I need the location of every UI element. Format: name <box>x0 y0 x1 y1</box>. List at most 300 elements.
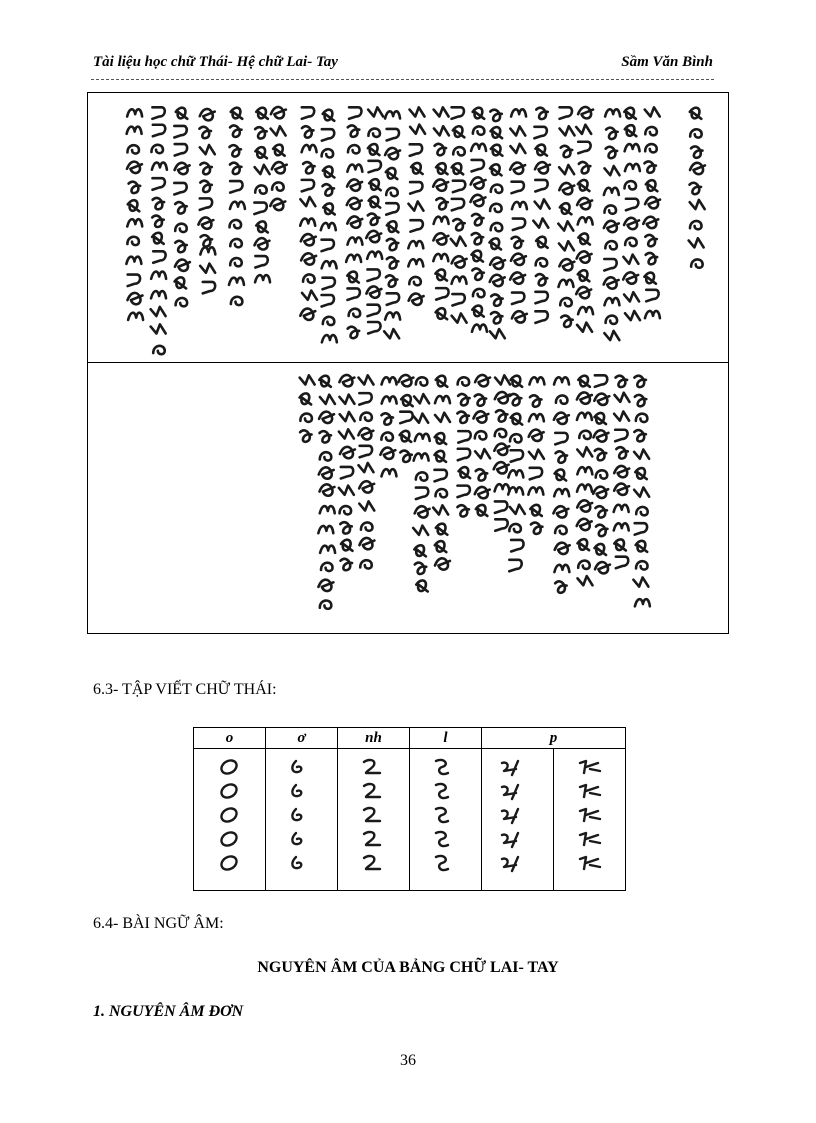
script-glyph <box>577 413 592 420</box>
script-glyph <box>201 235 213 246</box>
script-glyph <box>452 163 464 174</box>
script-glyph <box>558 280 573 287</box>
script-glyph <box>476 469 488 480</box>
script-glyph <box>646 180 658 191</box>
script-glyph <box>531 523 543 534</box>
script-glyph <box>127 145 139 153</box>
script-glyph <box>413 414 428 423</box>
script-glyph <box>359 375 374 384</box>
script-glyph <box>452 294 464 306</box>
script-glyph <box>347 216 362 227</box>
glyph-ohorn-sample <box>292 857 301 868</box>
script-glyph <box>458 449 470 461</box>
script-glyph <box>367 269 379 281</box>
script-glyph <box>381 413 393 424</box>
glyph-p1-sample <box>502 761 518 775</box>
script-glyph <box>369 161 381 173</box>
script-glyph <box>400 431 412 442</box>
script-glyph <box>384 329 399 338</box>
script-glyph <box>302 291 317 300</box>
script-glyph <box>625 311 640 320</box>
script-glyph <box>577 519 592 530</box>
script-glyph <box>302 145 317 152</box>
script-glyph <box>434 107 449 116</box>
script-glyph <box>358 428 373 439</box>
script-glyph <box>321 563 333 571</box>
script-glyph <box>625 164 640 171</box>
script-glyph <box>151 307 166 316</box>
script-glyph <box>416 377 428 385</box>
script-glyph <box>347 179 362 190</box>
script-glyph <box>593 487 608 498</box>
script-glyph <box>153 251 165 262</box>
glyph-l-sample <box>436 832 448 846</box>
script-glyph <box>230 163 242 174</box>
script-glyph <box>175 163 190 174</box>
script-glyph <box>470 195 485 206</box>
script-glyph <box>555 581 567 592</box>
script-glyph <box>529 414 544 421</box>
script-glyph <box>361 522 373 530</box>
script-glyph <box>472 233 484 244</box>
script-glyph <box>635 523 647 535</box>
script-glyph <box>340 506 351 514</box>
script-glyph <box>593 430 608 441</box>
script-glyph <box>230 125 242 136</box>
script-glyph <box>535 199 550 208</box>
script-glyph <box>360 446 372 458</box>
script-glyph <box>616 376 628 387</box>
script-glyph <box>577 500 592 511</box>
script-glyph <box>457 412 469 423</box>
script-glyph <box>175 224 187 232</box>
script-glyph <box>153 125 165 137</box>
glyph-l-sample <box>436 784 448 798</box>
script-glyph <box>511 376 523 387</box>
script-glyph <box>414 545 426 556</box>
script-glyph <box>387 129 399 141</box>
script-glyph <box>322 129 334 141</box>
script-glyph <box>534 127 546 139</box>
script-glyph <box>633 577 648 586</box>
glyph-o-practice <box>194 749 265 885</box>
script-glyph <box>151 145 163 153</box>
glyph-ohorn-sample <box>292 809 301 820</box>
page-number: 36 <box>400 1052 416 1069</box>
script-glyph <box>475 487 490 498</box>
subheading-single-vowels: 1. NGUYÊN ÂM ĐƠN <box>93 1003 244 1020</box>
script-glyph <box>644 273 656 284</box>
script-glyph <box>690 183 702 194</box>
script-glyph <box>595 375 607 387</box>
script-glyph <box>458 394 470 405</box>
script-glyph <box>529 450 544 459</box>
script-glyph <box>348 145 360 153</box>
script-glyph <box>508 487 523 494</box>
script-glyph <box>576 125 591 134</box>
script-glyph <box>561 316 573 327</box>
script-glyph <box>359 538 374 549</box>
script-glyph <box>535 311 547 323</box>
script-glyph <box>528 487 543 494</box>
script-glyph <box>472 160 484 172</box>
script-glyph <box>415 563 427 574</box>
script-glyph <box>453 147 465 155</box>
script-glyph <box>272 162 287 173</box>
script-glyph <box>553 506 568 517</box>
glyph-nh-sample <box>364 784 380 797</box>
script-glyph <box>348 327 360 338</box>
script-glyph <box>510 394 522 405</box>
script-glyph <box>459 467 471 478</box>
script-glyph <box>595 506 607 517</box>
script-glyph <box>495 375 510 384</box>
script-glyph <box>636 414 648 422</box>
script-glyph <box>636 507 648 515</box>
script-glyph <box>360 560 372 568</box>
script-glyph <box>475 449 490 458</box>
script-glyph <box>623 272 638 283</box>
glyph-nh-sample <box>364 832 380 845</box>
script-glyph <box>554 413 569 424</box>
script-glyph <box>559 183 574 194</box>
script-glyph <box>174 183 186 195</box>
script-glyph <box>368 129 380 137</box>
script-glyph <box>153 346 165 354</box>
script-glyph <box>596 525 608 536</box>
script-glyph <box>690 200 705 209</box>
script-glyph <box>414 453 429 460</box>
script-glyph <box>385 111 400 118</box>
script-glyph <box>347 272 359 283</box>
script-glyph <box>560 298 572 306</box>
script-glyph <box>368 305 380 317</box>
script-glyph <box>577 251 592 262</box>
script-glyph <box>320 395 335 404</box>
script-glyph <box>496 410 508 421</box>
script-glyph <box>349 107 361 119</box>
script-glyph <box>560 203 572 214</box>
script-glyph <box>577 484 592 491</box>
script-glyph <box>414 394 429 403</box>
script-glyph <box>635 599 650 606</box>
script-glyph <box>128 275 140 287</box>
script-glyph <box>151 291 166 298</box>
script-glyph <box>200 181 212 192</box>
handwritten-script-lower <box>88 363 728 633</box>
script-glyph <box>410 220 422 232</box>
script-glyph <box>271 107 286 118</box>
script-glyph <box>323 110 335 121</box>
script-glyph <box>347 165 362 172</box>
script-glyph <box>416 472 428 480</box>
script-glyph <box>595 562 610 573</box>
script-glyph <box>175 144 187 156</box>
script-glyph <box>512 311 527 322</box>
script-glyph <box>509 524 521 532</box>
script-glyph <box>176 298 188 306</box>
glyph-p1-sample <box>502 857 518 871</box>
glyph-p1-practice <box>482 749 553 885</box>
script-glyph <box>645 311 660 318</box>
script-glyph <box>409 277 421 285</box>
script-glyph <box>510 144 525 153</box>
script-glyph <box>579 162 591 173</box>
script-glyph <box>300 309 315 320</box>
script-glyph <box>381 432 393 440</box>
script-glyph <box>476 505 488 516</box>
header-right: Sầm Văn Bình <box>621 54 713 70</box>
script-glyph <box>382 377 397 384</box>
script-glyph <box>512 293 524 305</box>
script-glyph <box>270 199 285 210</box>
script-glyph <box>529 377 544 384</box>
script-glyph <box>400 451 412 462</box>
script-glyph <box>319 467 334 478</box>
script-glyph <box>616 447 628 458</box>
script-glyph <box>614 523 629 530</box>
script-glyph <box>691 259 703 267</box>
script-glyph <box>435 451 447 462</box>
script-glyph <box>555 469 567 480</box>
script-glyph <box>595 544 607 555</box>
script-glyph <box>318 580 333 591</box>
script-glyph <box>436 524 448 535</box>
script-glyph <box>200 247 215 254</box>
script-glyph <box>491 145 503 156</box>
script-glyph <box>495 484 510 491</box>
script-glyph <box>339 429 354 438</box>
script-glyph <box>322 184 334 195</box>
script-glyph <box>625 181 637 189</box>
script-glyph <box>452 277 467 284</box>
script-glyph <box>387 239 399 250</box>
script-glyph <box>152 163 167 170</box>
script-glyph <box>199 127 211 138</box>
script-glyph <box>452 256 467 267</box>
script-glyph <box>625 144 640 151</box>
script-glyph <box>408 201 423 210</box>
heading-vowels: NGUYÊN ÂM CỦA BẢNG CHỮ LAI- TAY <box>257 959 559 976</box>
script-glyph <box>436 489 448 497</box>
script-glyph <box>458 486 470 498</box>
script-glyph <box>634 430 646 441</box>
script-glyph <box>558 221 573 230</box>
script-glyph <box>577 198 592 209</box>
script-glyph <box>320 452 332 460</box>
script-glyph <box>645 107 660 116</box>
script-glyph <box>322 149 334 157</box>
script-glyph <box>128 313 143 320</box>
script-glyph <box>578 270 590 281</box>
script-glyph <box>347 237 362 244</box>
script-glyph <box>645 127 657 135</box>
script-glyph <box>579 431 591 439</box>
script-glyph <box>151 324 166 333</box>
script-glyph <box>203 282 215 294</box>
script-glyph <box>554 377 569 384</box>
script-glyph <box>489 238 501 249</box>
script-glyph <box>636 541 648 552</box>
script-glyph <box>366 286 381 297</box>
glyph-nh-practice <box>338 749 409 885</box>
script-glyph <box>387 221 399 232</box>
script-glyph <box>255 127 267 138</box>
glyph-l-sample <box>436 856 448 870</box>
script-glyph <box>495 501 507 513</box>
script-glyph <box>255 147 266 158</box>
script-glyph <box>127 162 142 173</box>
script-glyph <box>645 235 657 246</box>
script-glyph <box>472 306 484 317</box>
script-glyph <box>554 565 569 572</box>
script-glyph <box>625 238 637 246</box>
col-header-o-horn: ơ <box>266 728 338 749</box>
script-glyph <box>475 394 487 405</box>
script-glyph <box>301 253 316 264</box>
script-glyph <box>578 539 590 550</box>
script-glyph <box>604 331 619 340</box>
script-glyph <box>634 450 649 459</box>
script-glyph <box>490 275 505 286</box>
script-glyph <box>300 430 312 441</box>
col-header-nh: nh <box>338 728 410 749</box>
script-glyph <box>555 433 567 445</box>
script-glyph <box>473 411 488 422</box>
script-glyph <box>690 108 702 119</box>
script-glyph <box>491 312 503 323</box>
glyph-p2-sample <box>580 761 600 773</box>
script-glyph <box>410 107 425 116</box>
script-glyph <box>535 162 550 173</box>
script-glyph <box>435 269 447 280</box>
script-glyph <box>578 561 590 569</box>
script-glyph <box>690 221 702 229</box>
script-glyph <box>691 146 703 157</box>
script-glyph <box>689 238 704 247</box>
script-glyph <box>475 431 487 439</box>
script-glyph <box>340 447 355 458</box>
script-glyph <box>472 268 484 279</box>
script-glyph <box>153 198 165 209</box>
script-glyph <box>398 375 413 386</box>
script-glyph <box>491 185 503 193</box>
script-glyph <box>530 505 542 516</box>
script-glyph <box>606 147 618 158</box>
script-glyph <box>323 278 335 290</box>
script-glyph <box>255 256 267 268</box>
script-glyph <box>690 129 702 137</box>
glyph-o-sample <box>219 782 239 800</box>
script-glyph <box>473 108 485 119</box>
script-glyph <box>578 107 593 118</box>
glyph-o-horn-practice <box>266 749 337 885</box>
script-glyph <box>510 126 525 135</box>
glyph-p1-sample <box>502 785 518 799</box>
script-glyph <box>127 237 139 245</box>
script-glyph <box>341 467 353 479</box>
script-glyph <box>606 128 618 139</box>
script-glyph <box>386 168 398 179</box>
script-glyph <box>433 179 448 190</box>
script-glyph <box>301 234 316 245</box>
script-glyph <box>614 411 629 420</box>
script-glyph <box>231 297 243 305</box>
script-glyph <box>271 126 286 135</box>
script-glyph <box>322 335 337 342</box>
script-glyph <box>508 470 523 477</box>
col-header-o: o <box>194 728 266 749</box>
script-glyph <box>386 275 398 286</box>
script-glyph <box>151 272 166 279</box>
script-glyph <box>230 239 242 247</box>
col-header-l: l <box>410 728 482 749</box>
script-glyph <box>231 108 243 119</box>
script-glyph <box>604 188 619 195</box>
script-glyph <box>646 253 658 264</box>
script-glyph <box>624 292 639 301</box>
script-glyph <box>255 185 266 193</box>
script-glyph <box>408 259 423 266</box>
script-glyph <box>434 217 449 224</box>
script-glyph <box>436 163 448 174</box>
script-glyph <box>511 414 523 425</box>
script-glyph <box>512 182 524 194</box>
script-glyph <box>230 258 242 266</box>
script-glyph <box>614 539 626 550</box>
script-glyph <box>453 126 465 137</box>
script-glyph <box>321 223 336 230</box>
script-glyph <box>255 165 270 174</box>
script-glyph <box>303 274 315 282</box>
script-glyph <box>453 219 465 230</box>
script-glyph <box>626 199 638 211</box>
script-glyph <box>433 233 448 244</box>
script-glyph <box>510 272 525 283</box>
script-glyph <box>382 396 397 403</box>
script-glyph <box>511 109 526 116</box>
script-glyph <box>272 182 284 190</box>
script-glyph <box>387 257 399 268</box>
script-glyph <box>577 467 592 474</box>
script-glyph <box>529 430 544 441</box>
script-glyph <box>127 127 142 134</box>
script-glyph <box>435 541 447 552</box>
script-glyph <box>126 257 141 264</box>
script-glyph <box>605 166 620 175</box>
script-glyph <box>451 237 466 246</box>
script-glyph <box>576 287 591 298</box>
script-glyph <box>578 142 590 154</box>
script-glyph <box>322 261 337 268</box>
script-glyph <box>198 217 213 228</box>
script-glyph <box>385 312 400 319</box>
script-glyph <box>435 396 450 403</box>
script-glyph <box>472 214 484 225</box>
script-glyph <box>230 202 245 209</box>
script-glyph <box>435 144 447 155</box>
script-glyph <box>415 434 430 441</box>
script-glyph <box>434 126 449 135</box>
script-glyph <box>339 395 354 404</box>
script-glyph <box>320 484 335 495</box>
script-glyph <box>381 469 396 476</box>
script-glyph <box>300 197 315 206</box>
script-glyph <box>410 125 425 134</box>
thai-script-image-upper <box>88 93 728 361</box>
script-glyph <box>578 217 593 224</box>
script-glyph <box>415 506 430 517</box>
